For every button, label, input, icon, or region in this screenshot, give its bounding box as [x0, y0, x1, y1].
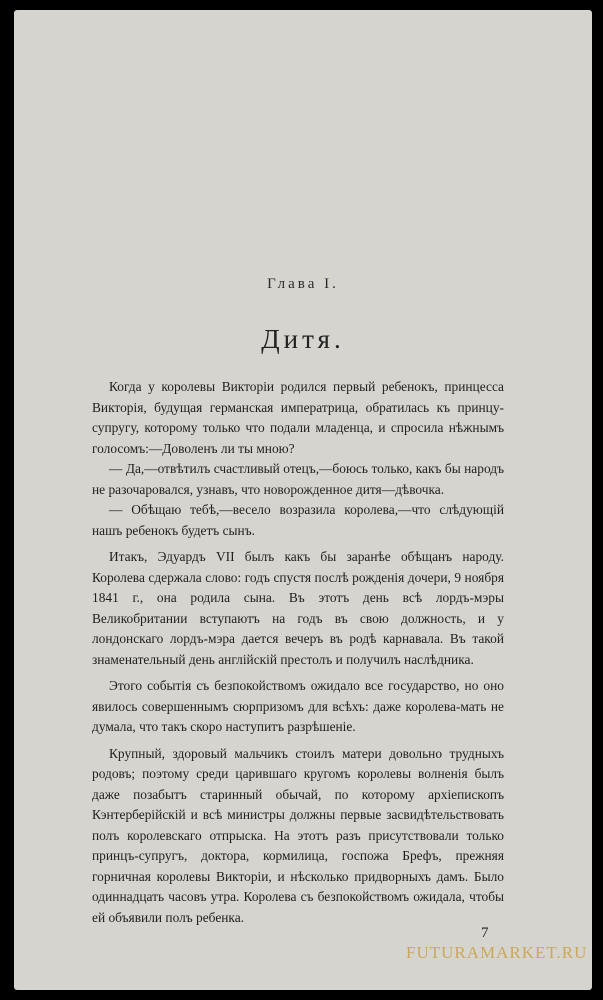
paragraph: Итакъ, Эдуардъ VII былъ какъ бы заранѣе обѣщанъ народу. Королева сдержала слово: годъ спустя послѣ рожденія дочери, 9 ноября 1841 г., она родила сына. Въ этотъ день всѣ лордъ-мэры Великобритании вступаютъ на годъ въ свою должность, и у лондонскаго лордъ-мэра дается вечеръ въ родѣ карнавала. Въ такой знаменательный день англійскій престолъ и получилъ наслѣдника.	[92, 549, 504, 667]
paragraph: Когда у королевы Викторіи родился первый ребенокъ, принцесса Викторія, будущая германская императрица, обратилась къ принцу-супругу, которому только что подали младенца, и спросила нѣжнымъ голосомъ:—Доволенъ ли ты мною?	[92, 379, 504, 456]
chapter-title: Дитя.	[261, 324, 345, 354]
paragraph: Этого событія съ безпокойствомъ ожидало все государство, но оно явилось совершеннымъ сюрпризомъ для всѣхъ: даже королева-мать не думала, что такъ скоро наступитъ разрѣшеніе.	[92, 678, 504, 734]
paragraph: — Обѣщаю тебѣ,—весело возразила королева,—что слѣдующій нашъ ребенокъ будетъ сынъ.	[92, 502, 504, 538]
watermark: FUTURAMARKET.RU	[406, 943, 588, 962]
body-text	[92, 377, 504, 928]
book-page	[14, 10, 592, 990]
paragraph: — Да,—отвѣтилъ счастливый отецъ,—боюсь только, какъ бы народъ не разочаровался, узнавъ, что новорожденное дитя—дѣвочка.	[92, 461, 504, 497]
page-number: 7	[481, 925, 489, 941]
chapter-heading: Глава I.	[267, 276, 339, 292]
paragraph: Крупный, здоровый мальчикъ стоилъ матери довольно трудныхъ родовъ; поэтому среди царившаго кругомъ королевы волненія былъ даже позабытъ старинный обычай, по которому архіепископъ Кэнтерберійскій и всѣ министры должны первые засвидѣтельствовать полъ королевскаго отпрыска. На этотъ разъ присутствовали только принцъ-супругъ, доктора, кормилица, госпожа Брефъ, прежняя горничная королевы Викторіи, и нѣсколько придворныхъ дамъ. Было одиннадцать часовъ утра. Королева съ безпокойствомъ ожидала, чтобы ей объявили полъ ребенка.	[92, 745, 504, 925]
